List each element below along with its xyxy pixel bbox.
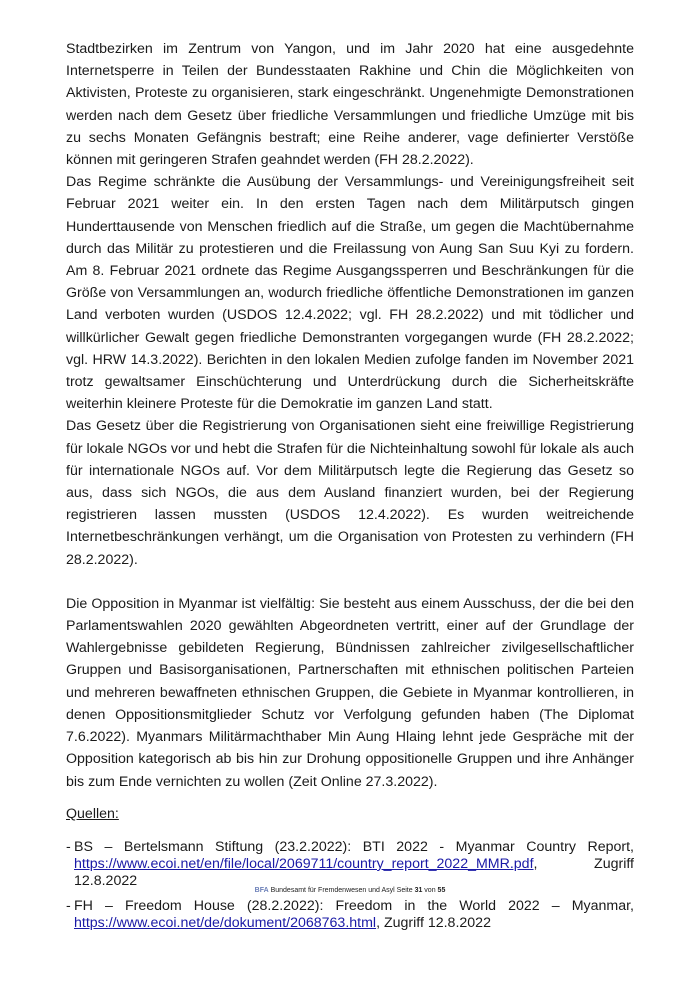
document-page (66, 38, 634, 940)
paragraph: Die Opposition in Myanmar ist vielfältig: Sie besteht aus einem Ausschuss, der die bei den Parlamentswahlen 2020 gewählten Abgeordneten vertritt, einer auf der Grundlage der Wahlergebnisse gebildeten Regierung, Bündnissen zahlreicher zivilgesellschaftlicher Gruppen und Basisorganisationen, Partnerschaften mit ethnischen politischen Parteien und mehreren bewaffneten ethnischen Gruppen, die Gebiete in Myanmar kontrollieren, in denen Oppositionsmitglieder Schutz vor Verfolgung gefunden haben (The Diplomat 7.6.2022). Myanmars Militärmachthaber Min Aung Hlaing lehnt jede Gespräche mit der Opposition kategorisch ab bis hin zur Drohung oppositionelle Gruppen und ihre Anhänger bis zum Ende vernichten zu wollen (Zeit Online 27.3.2022). (66, 595, 634, 790)
paragraph: Stadtbezirken im Zentrum von Yangon, und im Jahr 2020 hat eine ausgedehnte Internetsperre in Teilen der Bundesstaaten Rakhine und Chin die Möglichkeiten von Aktivisten, Proteste zu organisieren, stark eingeschränkt. Ungenehmigte Demonstrationen werden nach dem Gesetz über friedliche Versammlungen und friedliche Umzüge mit bis zu sechs Monaten Gefängnis bestraft; eine Reihe anderer, vage definierter Verstöße können mit geringeren Strafen geahndet werden (FH 28.2.2022). (66, 41, 634, 169)
source-link[interactable]: https://www.ecoi.net/en/file/local/2069711/country_report_2022_MMR.pdf (74, 855, 534, 872)
page-footer (0, 887, 700, 894)
page-number: 31 (414, 887, 423, 894)
bfa-logo: BFA (254, 887, 269, 894)
paragraph: Das Regime schränkte die Ausübung der Versammlungs- und Vereinigungsfreiheit seit Februar 2021 weiter ein. In den ersten Tagen nach dem Militärputsch gingen Hunderttausende von Menschen friedlich auf die Straße, um gegen die Machtübernahme durch das Militär zu protestieren und die Freilassung von Aung San Suu Kyi zu fordern. Am 8. Februar 2021 ordnete das Regime Ausgangssperren und Beschränkungen für die Größe von Versammlungen an, wodurch friedliche öffentliche Demonstrationen im ganzen Land verboten wurden (USDOS 12.4.2022; vgl. FH 28.2.2022) und mit tödlicher und willkürlicher Gewalt gegen friedliche Demonstranten vorgegangen wurde (FH 28.2.2022; vgl. HRW 14.3.2022). Berichten in den lokalen Medien zufolge fanden im November 2021 trotz gewaltsamer Einschüchterung und Unterdrückung durch die Sicherheitskräfte weiterhin kleinere Proteste für die Demokratie im ganzen Land statt. (66, 174, 634, 413)
page-total: 55 (437, 887, 446, 894)
source-text: BS – Bertelsmann Stiftung (23.2.2022): BTI 2022 - Myanmar Country Report, (74, 838, 634, 855)
bullet-dash: - (66, 897, 71, 914)
source-access-date: , Zugriff 12.8.2022 (376, 914, 491, 931)
sources-list (66, 839, 634, 932)
sources-heading: Quellen: (66, 805, 119, 822)
paragraph-spacer (66, 793, 634, 803)
source-text: FH – Freedom House (28.2.2022): Freedom in the World 2022 – Myanmar, (74, 897, 634, 914)
footer-of: von (422, 887, 438, 894)
source-link[interactable]: https://www.ecoi.net/de/dokument/2068763.html (74, 914, 377, 931)
bullet-dash: - (66, 838, 71, 855)
footer-org: Bundesamt für Fremdenwesen und Asyl Seite (268, 887, 415, 894)
source-item (66, 839, 634, 890)
paragraph: Das Gesetz über die Registrierung von Organisationen sieht eine freiwillige Registrierung für lokale NGOs vor und hebt die Strafen für die Nichteinhaltung sowohl für lokale als auch für internationale NGOs auf. Vor dem Militärputsch legte die Regierung das Gesetz so aus, dass sich NGOs, die aus dem Ausland finanziert wurden, bei der Regierung registrieren lassen mussten (USDOS 12.4.2022). Es wurden weitreichende Internetbeschränkungen verhängt, um die Organisation von Protesten zu verhindern (FH 28.2.2022). (66, 418, 634, 568)
source-item (66, 898, 634, 932)
source-access-date: , Zugriff 12.8.2022 (74, 855, 634, 889)
paragraph-spacer (66, 571, 634, 593)
